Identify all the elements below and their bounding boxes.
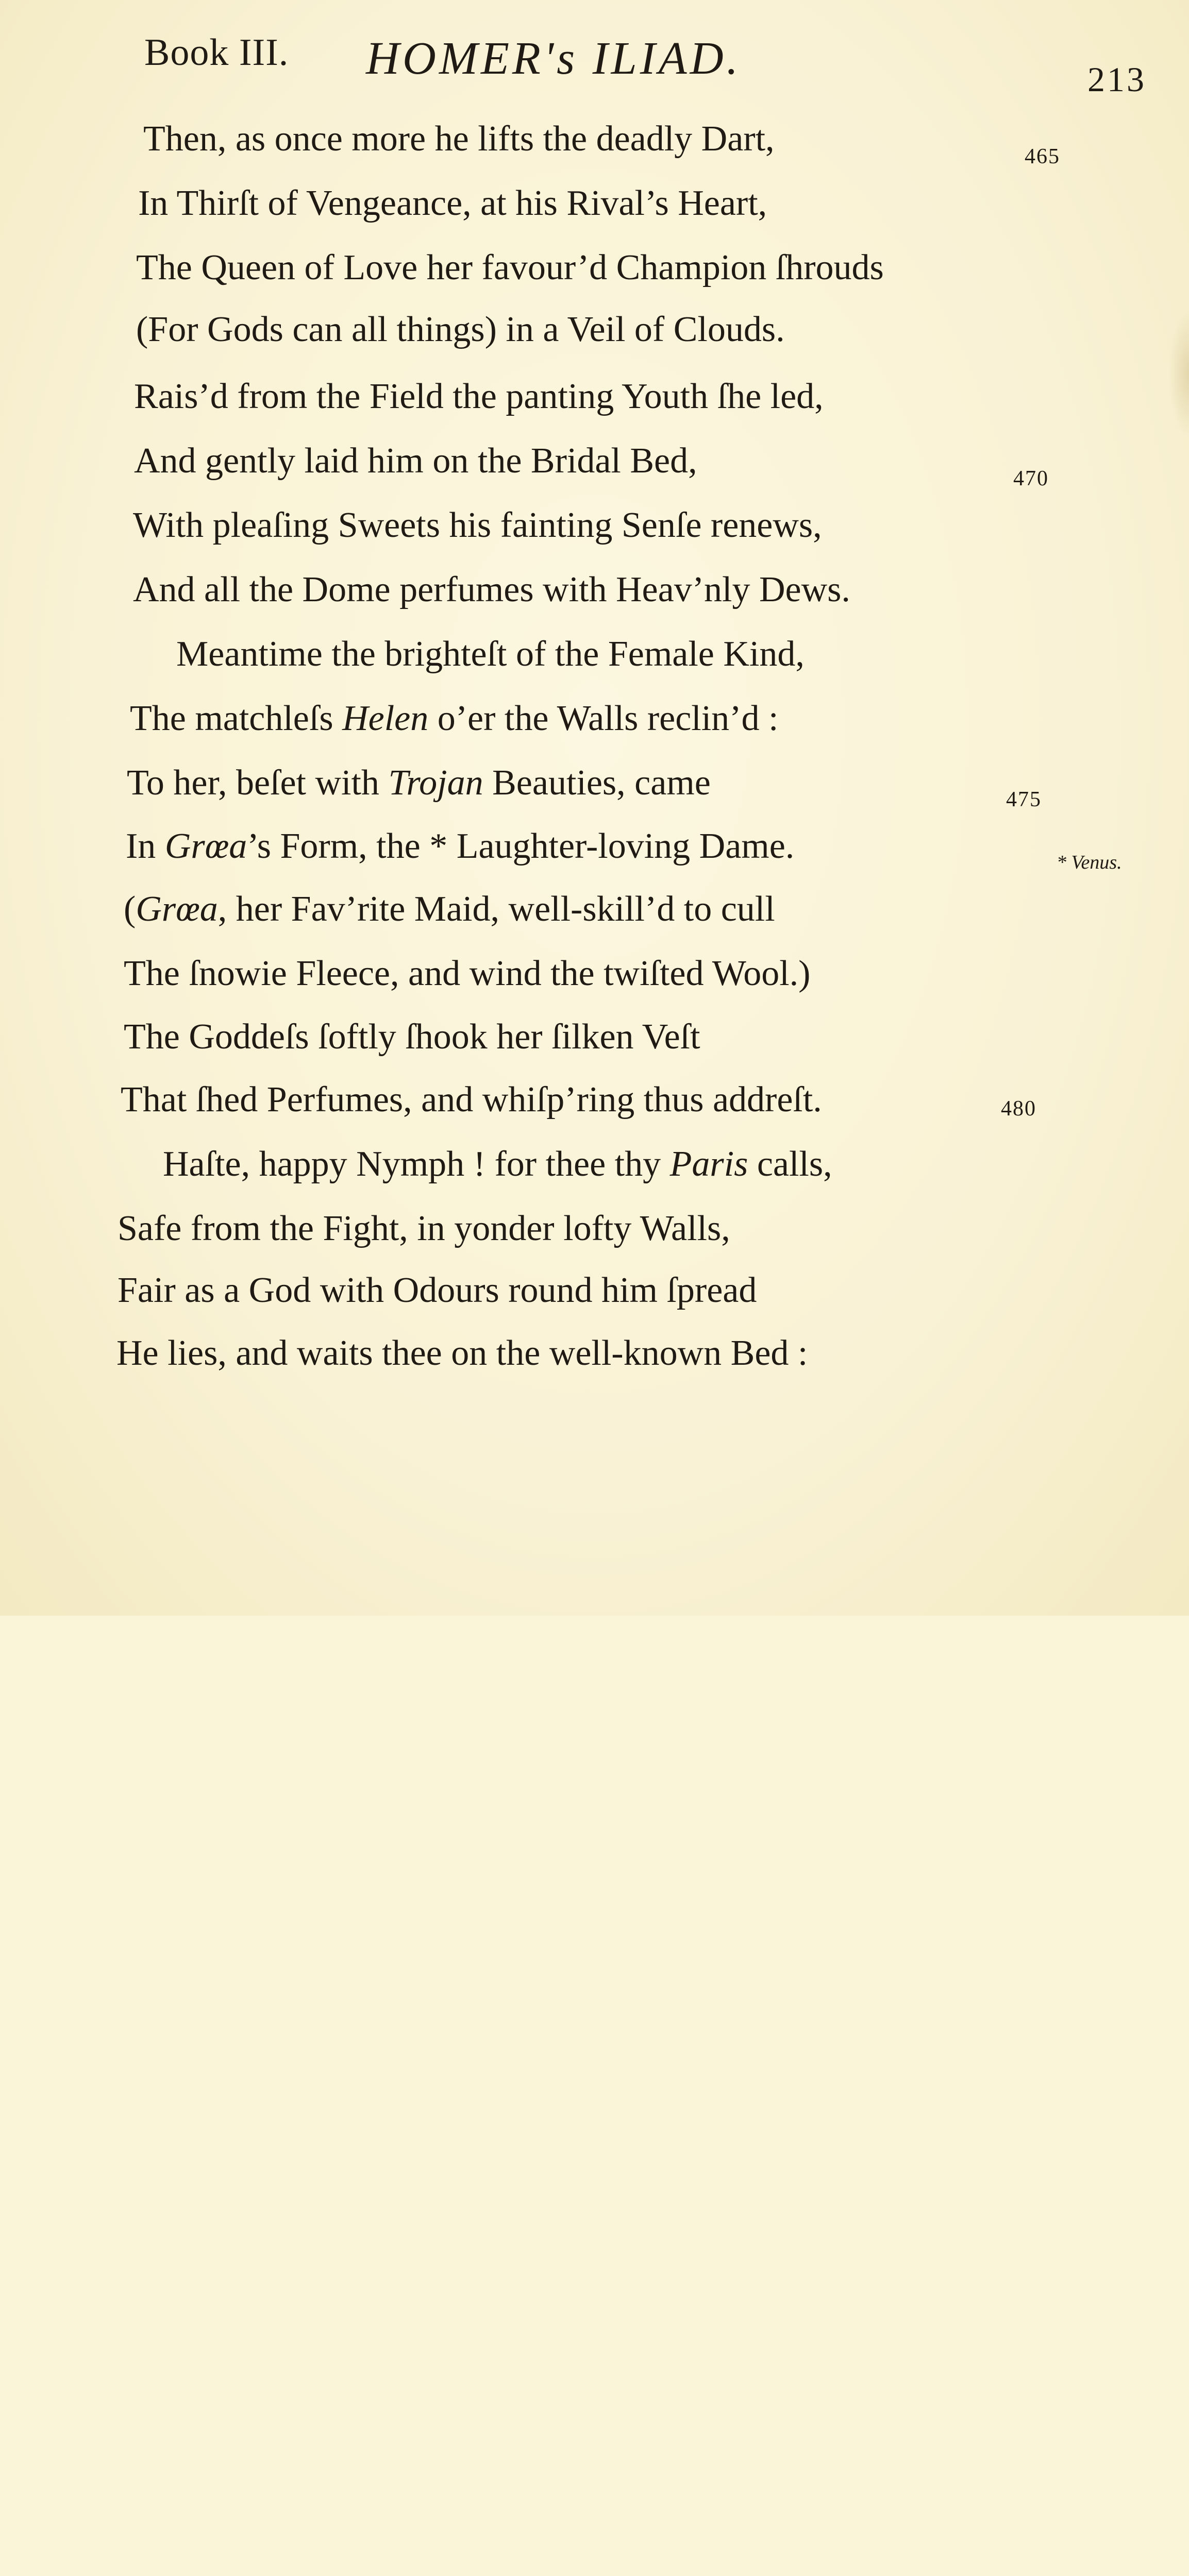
verse-line: Fair as a God with Odours round him ſpread: [118, 1270, 757, 1310]
verse-line: In Thirſt of Vengeance, at his Rival’s Heart,: [138, 183, 767, 223]
line-number: 465: [1025, 145, 1060, 168]
verse-line: That ſhed Perfumes, and whiſp’ring thus addreſt.: [121, 1080, 822, 1120]
verse-line: (Grœa, her Fav’rite Maid, well-skill’d to cull: [124, 889, 775, 929]
line-number: 470: [1013, 467, 1049, 490]
verse-line: With pleaſing Sweets his fainting Senſe renews,: [133, 505, 822, 545]
running-title: HOMER's ILIAD.: [366, 33, 742, 84]
line-number: 480: [1001, 1097, 1036, 1121]
verse-line: Meantime the brighteſt of the Female Kind,: [176, 634, 805, 674]
running-header: [0, 0, 1189, 103]
verse-line: Then, as once more he lifts the deadly Dart,: [143, 119, 775, 159]
verse-line: In Grœa’s Form, the * Laughter-loving Dame.: [126, 826, 795, 866]
verse-line: To her, beſet with Trojan Beauties, came: [127, 763, 711, 803]
paper-edge-shadow: [1168, 309, 1189, 438]
page-footer: [0, 1391, 1189, 1443]
verse-line: Haſte, happy Nymph ! for thee thy Paris calls,: [163, 1144, 832, 1184]
verse-line: And all the Dome perfumes with Heav’nly Dews.: [133, 570, 850, 609]
verse-line: The Goddeſs ſoftly ſhook her ſilken Veſt: [124, 1017, 700, 1057]
verse-line: He lies, and waits thee on the well-known Bed :: [116, 1333, 808, 1373]
verse-line: Safe from the Fight, in yonder lofty Walls,: [118, 1209, 730, 1248]
verse-line: The matchleſs Helen o’er the Walls reclin’d :: [130, 699, 779, 738]
line-number: 475: [1006, 788, 1042, 811]
page-number: 213: [1087, 60, 1146, 99]
verse-line: (For Gods can all things) in a Veil of Clouds.: [136, 310, 785, 349]
verse-line: And gently laid him on the Bridal Bed,: [134, 441, 697, 481]
verse-line: The Queen of Love her favour’d Champion ſhrouds: [136, 248, 884, 287]
verse-line: Rais’d from the Field the panting Youth ſhe led,: [134, 377, 824, 416]
verse-line: The ſnowie Fleece, and wind the twiſted Wool.): [124, 954, 811, 993]
book-label: Book III.: [144, 31, 289, 74]
marginal-note: * Venus.: [1057, 852, 1122, 873]
